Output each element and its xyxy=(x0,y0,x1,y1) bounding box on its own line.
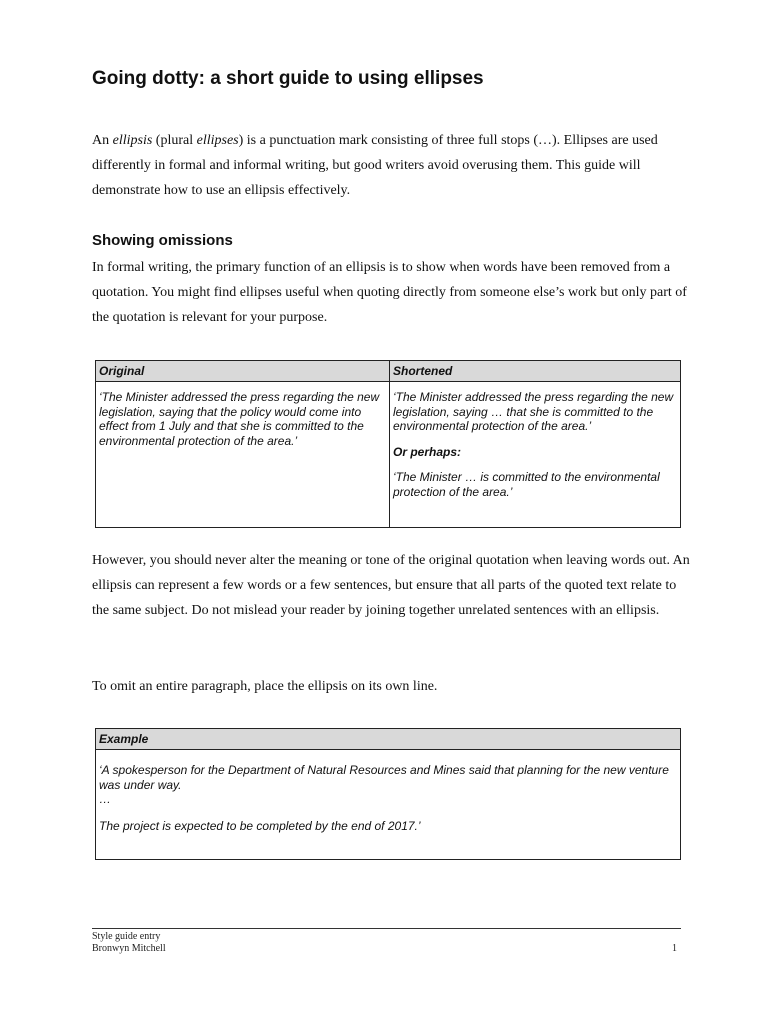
example-line-1: ‘A spokesperson for the Department of Natural Resources and Mines said that planning for the new venture was under way. xyxy=(99,763,669,792)
footer-doc-type: Style guide entry xyxy=(92,931,161,942)
alternative-quote: ‘The Minister … is committed to the environmental protection of the area.’ xyxy=(393,470,660,499)
example-header: Example xyxy=(96,729,680,750)
section-heading: Showing omissions xyxy=(92,232,233,249)
intro-text-2: (plural xyxy=(152,133,197,148)
shortened-header: Shortened xyxy=(390,361,680,382)
shortened-quote: ‘The Minister addressed the press regarding the new legislation, saying … that she is committed to the environmental protection of the area.’ xyxy=(393,390,674,433)
meaning-paragraph: However, you should never alter the meaning or tone of the original quotation when leaving words out. An ellipsis can represent a few words or a few sentences, but ensure that all parts of the quoted text relate to the same subject. Do not mislead your reader by joining together unrelated sentences with an ellipsis. xyxy=(92,553,690,618)
footer-author: Bronwyn Mitchell xyxy=(92,943,166,954)
intro-paragraph xyxy=(92,128,692,203)
or-perhaps-label: Or perhaps: xyxy=(393,444,462,459)
example-ellipsis: … xyxy=(99,792,111,806)
footer-divider xyxy=(92,928,681,929)
original-header: Original xyxy=(96,361,389,382)
comparison-table xyxy=(95,360,681,528)
intro-text-1: An xyxy=(92,133,113,148)
page-title: Going dotty: a short guide to using ellipses xyxy=(92,68,484,89)
shortened-column xyxy=(389,361,680,527)
omissions-paragraph: In formal writing, the primary function of an ellipsis is to show when words have been removed from a quotation. You might find ellipses useful when quoting directly from someone else’s work but only part of the quotation is relevant for your purpose. xyxy=(92,260,687,325)
original-column xyxy=(96,361,389,527)
original-quote: ‘The Minister addressed the press regarding the new legislation, saying that the policy would come into effect from 1 July and that she is committed to the environmental protection of the area.’ xyxy=(99,390,380,448)
intro-text-3: ) is a punctuation mark consisting of three full stops (…). Ellipses are used differently in formal and informal writing, but good writers avoid overusing them. This guide will demonstrate how to use an ellipsis effectively. xyxy=(92,133,658,198)
omit-paragraph-note: To omit an entire paragraph, place the ellipsis on its own line. xyxy=(92,679,438,694)
page-footer xyxy=(92,931,681,955)
intro-term-ellipsis: ellipsis xyxy=(112,133,153,148)
intro-term-ellipses: ellipses xyxy=(196,133,239,148)
page-number: 1 xyxy=(672,943,677,954)
example-line-2: The project is expected to be completed by the end of 2017.’ xyxy=(99,818,421,833)
example-box xyxy=(95,728,681,860)
